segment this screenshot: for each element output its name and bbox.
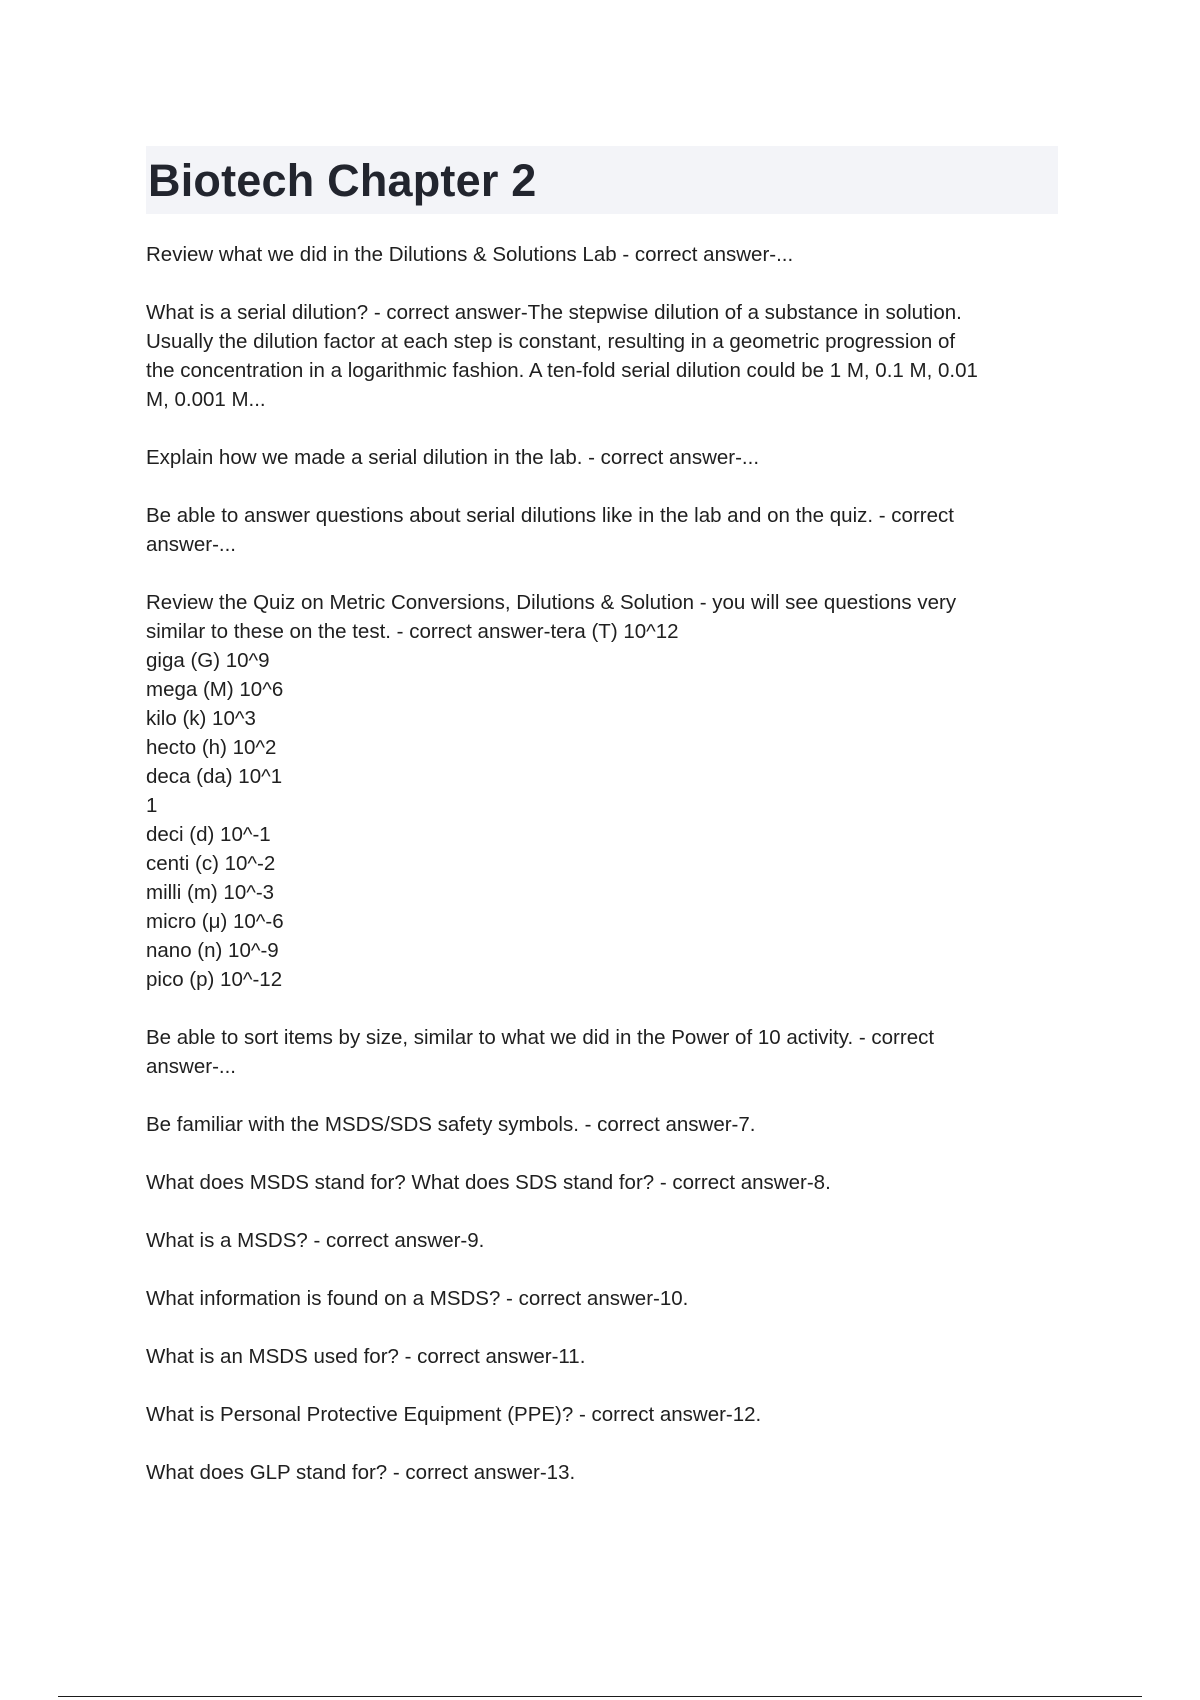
document-page bbox=[146, 146, 1058, 1516]
qa-item bbox=[146, 1400, 1058, 1429]
qa-line: Review the Quiz on Metric Conversions, Dilutions & Solution - you will see questions very bbox=[146, 591, 957, 614]
qa-line: answer-... bbox=[146, 533, 236, 556]
qa-line: kilo (k) 10^3 bbox=[146, 707, 256, 730]
qa-item bbox=[146, 501, 1058, 559]
qa-item bbox=[146, 1284, 1058, 1313]
qa-item bbox=[146, 588, 1058, 994]
qa-line: hecto (h) 10^2 bbox=[146, 736, 277, 759]
qa-item bbox=[146, 1023, 1058, 1081]
qa-line: micro (μ) 10^-6 bbox=[146, 910, 284, 933]
qa-line: What is a MSDS? - correct answer-9. bbox=[146, 1229, 485, 1252]
qa-line: Explain how we made a serial dilution in the lab. - correct answer-... bbox=[146, 446, 760, 469]
qa-item bbox=[146, 298, 1058, 414]
qa-line: pico (p) 10^-12 bbox=[146, 968, 283, 991]
qa-line: What is a serial dilution? - correct answer-The stepwise dilution of a substance in solution. bbox=[146, 301, 962, 324]
qa-line: centi (c) 10^-2 bbox=[146, 852, 276, 875]
qa-item bbox=[146, 1226, 1058, 1255]
qa-line: M, 0.001 M... bbox=[146, 388, 266, 411]
page-title: Biotech Chapter 2 bbox=[148, 154, 537, 206]
qa-line: Be able to answer questions about serial dilutions like in the lab and on the quiz. - correct bbox=[146, 504, 954, 527]
qa-line: What is an MSDS used for? - correct answer-11. bbox=[146, 1345, 586, 1368]
qa-line: What does GLP stand for? - correct answer-13. bbox=[146, 1461, 576, 1484]
qa-line: What information is found on a MSDS? - correct answer-10. bbox=[146, 1287, 689, 1310]
qa-line: answer-... bbox=[146, 1055, 236, 1078]
qa-line: Be familiar with the MSDS/SDS safety symbols. - correct answer-7. bbox=[146, 1113, 756, 1136]
qa-item bbox=[146, 240, 1058, 269]
qa-line: Be able to sort items by size, similar to what we did in the Power of 10 activity. - correct bbox=[146, 1026, 935, 1049]
qa-line: Usually the dilution factor at each step is constant, resulting in a geometric progression of bbox=[146, 330, 956, 353]
qa-line: deca (da) 10^1 bbox=[146, 765, 283, 788]
qa-line: 1 bbox=[146, 794, 158, 817]
qa-line: What is Personal Protective Equipment (PPE)? - correct answer-12. bbox=[146, 1403, 762, 1426]
qa-item bbox=[146, 1168, 1058, 1197]
qa-line: similar to these on the test. - correct answer-tera (T) 10^12 bbox=[146, 620, 679, 643]
footer-divider bbox=[58, 1696, 1142, 1697]
qa-line: mega (M) 10^6 bbox=[146, 678, 284, 701]
qa-list bbox=[146, 240, 1058, 1487]
qa-line: nano (n) 10^-9 bbox=[146, 939, 279, 962]
qa-line: deci (d) 10^-1 bbox=[146, 823, 271, 846]
qa-line: the concentration in a logarithmic fashion. A ten-fold serial dilution could be 1 M, 0.1 M, 0.01 bbox=[146, 359, 978, 382]
qa-line: What does MSDS stand for? What does SDS stand for? - correct answer-8. bbox=[146, 1171, 831, 1194]
qa-item bbox=[146, 443, 1058, 472]
qa-item bbox=[146, 1342, 1058, 1371]
qa-line: milli (m) 10^-3 bbox=[146, 881, 275, 904]
title-bar bbox=[146, 146, 1058, 214]
qa-item bbox=[146, 1110, 1058, 1139]
qa-line: Review what we did in the Dilutions & Solutions Lab - correct answer-... bbox=[146, 243, 794, 266]
qa-item bbox=[146, 1458, 1058, 1487]
qa-line: giga (G) 10^9 bbox=[146, 649, 270, 672]
